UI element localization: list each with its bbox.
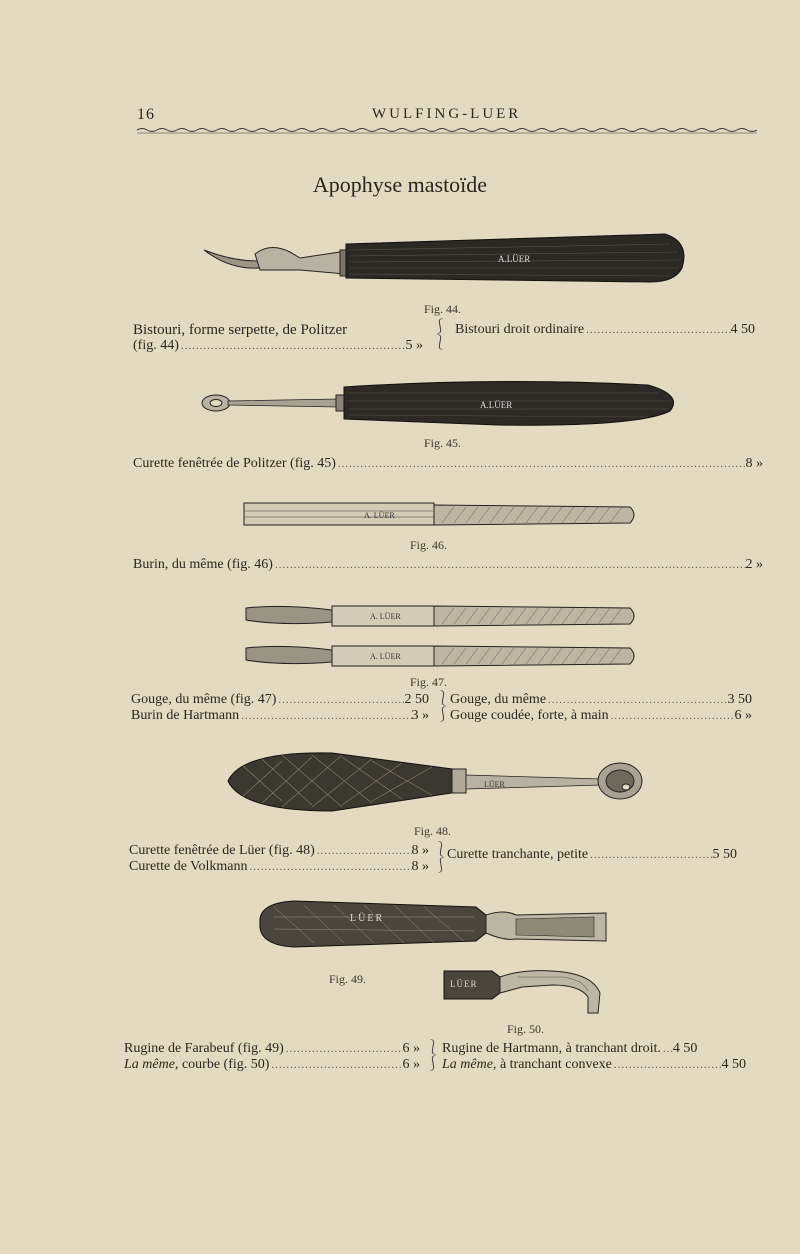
fig49-stamp: LÜER	[350, 913, 385, 924]
entry-label: Rugine de Hartmann, à tranchant droit.	[442, 1041, 661, 1056]
entry-label: Curette fenêtrée de Lüer (fig. 48)	[129, 843, 315, 858]
fig45-caption: Fig. 45.	[424, 436, 462, 450]
list-item	[133, 557, 763, 573]
entry-label: Burin de Hartmann	[131, 708, 240, 723]
entry-price: 2 »	[745, 557, 763, 572]
fig44-caption: Fig. 44.	[424, 302, 462, 316]
entry-label-italic: La même,	[124, 1057, 179, 1072]
entry-label: Burin, du même (fig. 46)	[133, 557, 273, 572]
entry-price: 8 »	[411, 859, 429, 874]
entry-price: 6 »	[734, 708, 752, 723]
list-item	[450, 708, 752, 724]
list-group	[129, 843, 429, 875]
leader-dots	[273, 557, 746, 573]
fig44-stamp: A.LÜER	[498, 254, 531, 264]
list-item	[447, 847, 737, 863]
fig46-caption: Fig. 46.	[410, 538, 448, 552]
section-title: Apophyse mastoïde	[312, 172, 488, 197]
fig50-stamp: LÜER	[450, 979, 478, 989]
list-group	[124, 1041, 420, 1073]
list-item	[133, 456, 763, 472]
fig47-stamp-upper: A. LÜER	[370, 612, 401, 621]
brace: ⎱ ⎰	[426, 1041, 440, 1072]
fig49-rugine-illustration	[254, 895, 614, 953]
entry-price: 5 »	[405, 338, 423, 353]
brace: ⎱ ⎰	[434, 843, 448, 874]
entry-price: 6 »	[402, 1057, 420, 1072]
entry-label: Bistouri droit ordinaire	[455, 322, 585, 337]
fig47-stamp-lower: A. LÜER	[370, 652, 401, 661]
entry-price: 3 »	[411, 708, 429, 723]
leader-dots	[315, 843, 412, 859]
leader-dots	[239, 708, 411, 724]
list-item	[131, 708, 429, 724]
list-item	[129, 843, 429, 859]
fig48-stamp: LÜER	[484, 780, 505, 789]
header-rule	[137, 127, 757, 135]
brace: ⎰ ⎱	[433, 320, 447, 351]
entry-price: 4 50	[730, 322, 755, 337]
list-item	[133, 322, 423, 354]
fig48-caption: Fig. 48.	[414, 824, 452, 838]
entry-price: 5 50	[712, 847, 737, 862]
leader-dots	[588, 847, 712, 863]
leader-dots	[584, 322, 730, 338]
leader-dots	[336, 456, 746, 472]
list-group	[131, 692, 429, 724]
leader-dots	[247, 859, 411, 875]
list-item	[450, 692, 752, 708]
entry-label: Gouge, du même (fig. 47)	[131, 692, 277, 707]
entry-price: 2 50	[404, 692, 429, 707]
fig50-rugine-illustration	[442, 963, 607, 1018]
running-title: WULFING-LUER	[372, 106, 522, 122]
entry-label: courbe (fig. 50)	[178, 1057, 270, 1072]
leader-dots	[546, 692, 727, 708]
list-group	[442, 1041, 746, 1073]
list-item	[131, 692, 429, 708]
leader-dots	[276, 692, 404, 708]
fig46-burin-illustration	[242, 497, 642, 532]
fig45-curette-illustration	[198, 375, 683, 430]
leader-dots	[609, 708, 735, 724]
fig50-caption: Fig. 50.	[507, 1022, 545, 1036]
leader-dots	[179, 338, 406, 354]
entry-label: à tranchant convexe	[496, 1057, 612, 1072]
fig47-gouge-illustration	[242, 600, 642, 675]
entry-price: 4 50	[721, 1057, 746, 1072]
entry-price: 6 »	[402, 1041, 420, 1056]
fig47-caption: Fig. 47.	[410, 675, 448, 689]
entry-label: Curette tranchante, petite	[447, 847, 589, 862]
list-item	[442, 1041, 746, 1057]
fig45-stamp: A.LÜER	[480, 400, 513, 410]
entry-label: Gouge coudée, forte, à main	[450, 708, 609, 723]
entry-label: (fig. 44)	[133, 338, 179, 353]
entry-label: Bistouri, forme serpette, de Politzer	[133, 322, 348, 338]
leader-dots	[661, 1041, 673, 1057]
fig44-bistouri-illustration	[200, 230, 690, 290]
entry-price: 4 50	[672, 1041, 698, 1056]
entry-price: 8 »	[745, 456, 763, 471]
leader-dots	[269, 1057, 402, 1073]
entry-price: 8 »	[411, 843, 429, 858]
entry-label-italic: La même,	[442, 1057, 497, 1072]
entry-label: Curette de Volkmann	[129, 859, 248, 874]
list-item	[455, 322, 755, 338]
fig48-curette-illustration	[222, 745, 652, 820]
page-number: 16	[137, 106, 155, 123]
list-group	[450, 692, 752, 724]
list-item	[124, 1041, 420, 1057]
entry-label: Curette fenêtrée de Politzer (fig. 45)	[133, 456, 336, 471]
entry-label: Gouge, du même	[450, 692, 547, 707]
list-item	[129, 859, 429, 875]
brace: ⎱ ⎰	[436, 692, 450, 723]
leader-dots	[284, 1041, 403, 1057]
entry-label: Rugine de Farabeuf (fig. 49)	[124, 1041, 284, 1056]
fig49-caption: Fig. 49.	[329, 972, 367, 986]
list-item	[124, 1057, 420, 1073]
leader-dots	[612, 1057, 722, 1073]
fig46-stamp: A. LÜER	[364, 511, 395, 520]
list-item	[442, 1057, 746, 1073]
entry-price: 3 50	[727, 692, 752, 707]
